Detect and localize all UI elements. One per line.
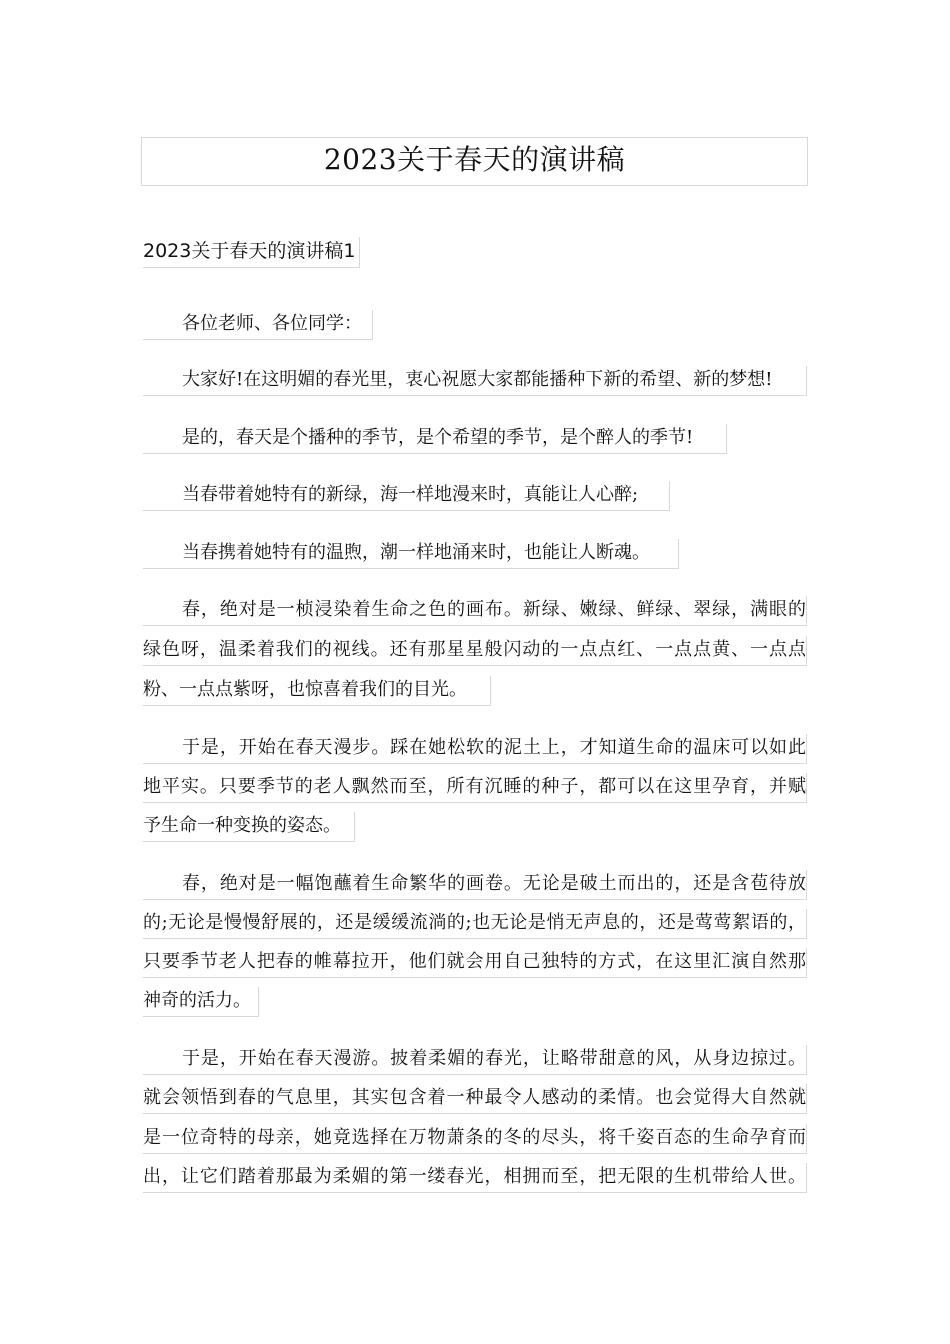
text-line: 各位老师、各位同学： <box>143 310 373 340</box>
text-line: 地平实。只要季节的老人飘然而至，所有沉睡的种子，都可以在这里孕育，并赋 <box>143 773 807 803</box>
text-line: 春，绝对是一幅饱蘸着生命繁华的画卷。无论是破土而出的，还是含苞待放 <box>143 870 807 900</box>
text-line: 于是，开始在春天漫游。披着柔媚的春光，让略带甜意的风，从身边掠过。 <box>143 1045 807 1075</box>
text-line: 的;无论是慢慢舒展的，还是缓缓流淌的;也无论是悄无声息的，还是莺莺絮语的， <box>143 909 807 939</box>
text-line: 只要季节老人把春的帷幕拉开，他们就会用自己独特的方式，在这里汇演自然那 <box>143 948 807 978</box>
text-line: 当春带着她特有的新绿，海一样地漫来时，真能让人心醉; <box>143 481 670 511</box>
text-line: 春，绝对是一桢浸染着生命之色的画布。新绿、嫩绿、鲜绿、翠绿，满眼的 <box>143 596 807 626</box>
text-line: 是的，春天是个播种的季节，是个希望的季节，是个醉人的季节! <box>143 424 727 454</box>
document-title: 2023关于春天的演讲稿 <box>141 137 808 186</box>
section-heading: 2023关于春天的演讲稿1 <box>143 237 360 268</box>
text-line: 出，让它们踏着那最为柔媚的第一缕春光，相拥而至，把无限的生机带给人世。 <box>143 1163 807 1193</box>
text-line: 绿色呀，温柔着我们的视线。还有那星星般闪动的一点点红、一点点黄、一点点 <box>143 636 807 666</box>
text-line: 于是，开始在春天漫步。踩在她松软的泥土上，才知道生命的温床可以如此 <box>143 734 807 764</box>
text-line: 大家好!在这明媚的春光里，衷心祝愿大家都能播种下新的希望、新的梦想! <box>143 366 807 396</box>
text-line: 是一位奇特的母亲，她竟选择在万物萧条的冬的尽头，将千姿百态的生命孕育而 <box>143 1124 807 1154</box>
text-line: 神奇的活力。 <box>143 987 259 1017</box>
text-line: 粉、一点点紫呀，也惊喜着我们的目光。 <box>143 676 491 706</box>
text-line: 当春携着她特有的温煦，潮一样地涌来时，也能让人断魂。 <box>143 539 679 569</box>
text-line: 予生命一种变换的姿态。 <box>143 812 355 842</box>
text-line: 就会领悟到春的气息里，其实包含着一种最令人感动的柔情。也会觉得大自然就 <box>143 1084 807 1114</box>
